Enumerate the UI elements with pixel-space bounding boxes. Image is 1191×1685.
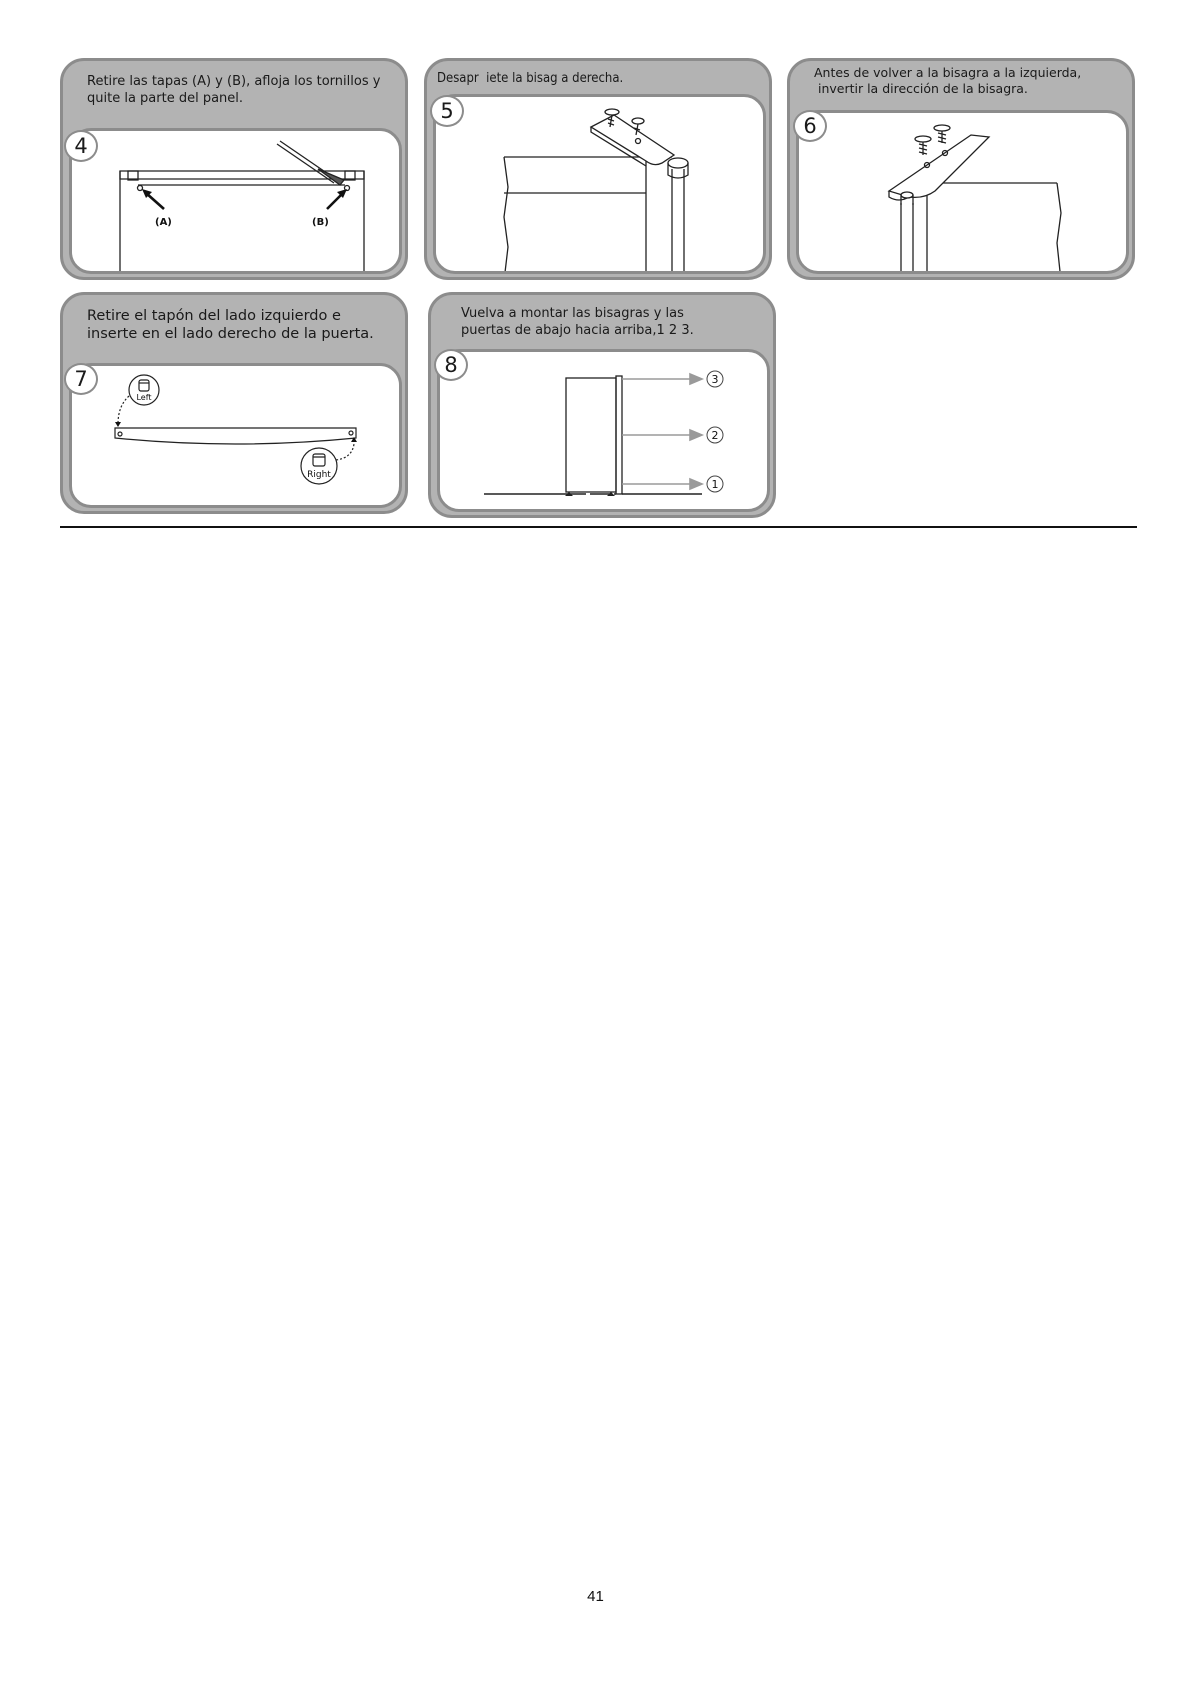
step-5-illustration: [436, 97, 766, 274]
door-3-label: 3: [711, 373, 719, 386]
step-8-caption: Vuelva a montar las bisagras y las puertas de abajo hacia arriba,1 2 3.: [461, 306, 694, 338]
step-5-illustration-panel: [433, 94, 766, 274]
left-label: Left: [136, 393, 152, 402]
step-6-number: 6: [793, 110, 827, 142]
label-a: (A): [155, 217, 172, 228]
step-8-number: 8: [434, 349, 468, 381]
step-7-illustration: [72, 366, 402, 508]
step-6-card: [787, 58, 1135, 280]
step-4-card: [60, 58, 408, 280]
right-label: Right: [307, 470, 331, 480]
page-number: 41: [587, 1588, 604, 1605]
step-7-number: 7: [64, 363, 98, 395]
step-8-illustration-panel: [437, 349, 770, 512]
step-7-illustration-panel: [69, 363, 402, 508]
step-5-card: [424, 58, 772, 280]
step-4-caption: Retire las tapas (A) y (B), afloja los tornillos y quite la parte del panel.: [87, 74, 381, 106]
label-b: (B): [312, 217, 329, 228]
step-4-number: 4: [64, 130, 98, 162]
step-6-illustration: [799, 113, 1129, 274]
step-4-illustration-panel: [69, 128, 402, 274]
step-6-caption: Antes de volver a la bisagra a la izquierda, invertir la dirección de la bisagra.: [814, 65, 1082, 96]
step-7-caption: Retire el tapón del lado izquierdo e inserte en el lado derecho de la puerta.: [87, 308, 374, 342]
step-8-card: [428, 292, 776, 518]
door-2-label: 2: [711, 429, 719, 442]
step-5-number: 5: [430, 95, 464, 127]
step-7-card: [60, 292, 408, 514]
step-5-caption: Desapr iete la bisag a derecha.: [437, 71, 624, 86]
step-4-illustration: [72, 131, 402, 274]
page-divider: [60, 526, 1137, 528]
step-8-illustration: [440, 352, 770, 512]
door-1-label: 1: [711, 478, 719, 491]
step-6-illustration-panel: [796, 110, 1129, 274]
